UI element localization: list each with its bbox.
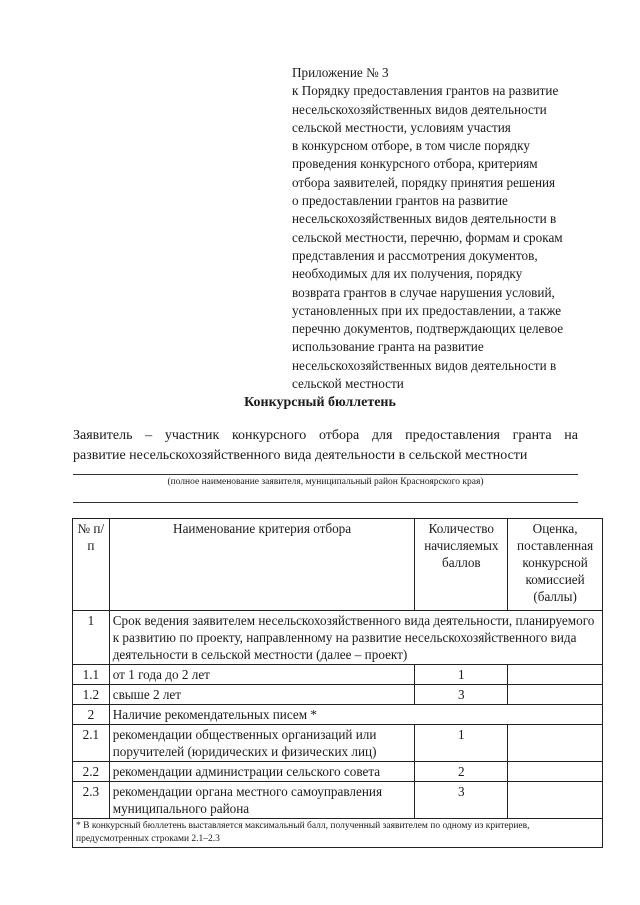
table-footnote: * В конкурсный бюллетень выставляется максимальный балл, полученный заявителем по одному из критериев, предусмотренных строками 2.1–2.3 bbox=[73, 819, 603, 848]
row-points: 1 bbox=[415, 725, 508, 762]
appendix-line: к Порядку предоставления грантов на развитие bbox=[292, 83, 559, 99]
appendix-line: несельскохозяйственных видов деятельности bbox=[292, 101, 547, 117]
table-row bbox=[73, 782, 603, 819]
table-header-row bbox=[73, 519, 603, 611]
row-num: 2 bbox=[73, 705, 110, 725]
row-criterion: рекомендации общественных организаций или поручителей (юридических и физических лиц) bbox=[109, 725, 415, 762]
row-points: 2 bbox=[415, 762, 508, 782]
table-row bbox=[73, 665, 603, 685]
row-eval[interactable] bbox=[508, 725, 603, 762]
appendix-line: в конкурсном отборе, в том числе порядку bbox=[292, 138, 530, 154]
appendix-line: представления и рассмотрения документов, bbox=[292, 247, 538, 263]
row-num: 2.3 bbox=[73, 782, 110, 819]
applicant-extra-underline bbox=[73, 502, 578, 503]
appendix-line: возврата грантов в случае нарушения условий, bbox=[292, 284, 555, 300]
row-eval[interactable] bbox=[508, 782, 603, 819]
footnote-row bbox=[73, 819, 603, 848]
table-row bbox=[73, 611, 603, 665]
document-title: Конкурсный бюллетень bbox=[244, 395, 396, 410]
row-eval[interactable] bbox=[508, 685, 603, 705]
table-row bbox=[73, 725, 603, 762]
appendix-line: Приложение № 3 bbox=[292, 65, 389, 80]
appendix-line: несельскохозяйственных видов деятельности в bbox=[292, 357, 557, 373]
row-criterion: рекомендации администрации сельского совета bbox=[109, 762, 415, 782]
appendix-line: сельской местности bbox=[292, 376, 404, 392]
table-row bbox=[73, 762, 603, 782]
appendix-line: о предоставлении грантов на развитие bbox=[292, 193, 508, 209]
row-criterion: Наличие рекомендательных писем * bbox=[109, 705, 602, 725]
appendix-line: необходимых для их получения, порядку bbox=[292, 266, 523, 282]
row-eval[interactable] bbox=[508, 762, 603, 782]
col-header-points: Количество начисляемых баллов bbox=[415, 519, 508, 611]
row-points: 1 bbox=[415, 665, 508, 685]
col-header-name: Наименование критерия отбора bbox=[109, 519, 415, 611]
applicant-name-hint: (полное наименование заявителя, муниципальный район Красноярского края) bbox=[167, 477, 484, 487]
table-row bbox=[73, 705, 603, 725]
appendix-header bbox=[292, 64, 612, 393]
row-criterion: от 1 года до 2 лет bbox=[109, 665, 415, 685]
criteria-table bbox=[72, 518, 603, 848]
col-header-eval: Оценка, поставленная конкурсной комиссией (баллы) bbox=[508, 519, 603, 611]
row-criterion: рекомендации органа местного самоуправления муниципального района bbox=[109, 782, 415, 819]
appendix-line: сельской местности, условиям участия bbox=[292, 119, 511, 135]
appendix-line: сельской местности, перечню, формам и срокам bbox=[292, 229, 563, 245]
row-criterion: Срок ведения заявителем несельскохозяйственного вида деятельности, планируемого к развитию по проекту, направленному на развитие несельскохозяйственного вида деятельности в сельской местности (далее – проект) bbox=[109, 611, 602, 665]
row-num: 1 bbox=[73, 611, 110, 665]
row-num: 2.2 bbox=[73, 762, 110, 782]
applicant-line-2: развитие несельскохозяйственного вида деятельности в сельской местности bbox=[73, 448, 528, 463]
row-points: 3 bbox=[415, 782, 508, 819]
applicant-statement bbox=[73, 426, 578, 466]
appendix-line: несельскохозяйственных видов деятельности в bbox=[292, 211, 557, 227]
row-num: 1.1 bbox=[73, 665, 110, 685]
applicant-line-1: Заявитель – участник конкурсного отбора для предоставления гранта на bbox=[73, 428, 578, 443]
appendix-line: перечню документов, подтверждающих целевое bbox=[292, 321, 564, 337]
row-num: 1.2 bbox=[73, 685, 110, 705]
appendix-line: отбора заявителей, порядку принятия решения bbox=[292, 174, 556, 190]
row-points: 3 bbox=[415, 685, 508, 705]
appendix-line: использование гранта на развитие bbox=[292, 339, 484, 355]
row-eval[interactable] bbox=[508, 665, 603, 685]
appendix-line: проведения конкурсного отбора, критериям bbox=[292, 156, 538, 172]
table-row bbox=[73, 685, 603, 705]
appendix-line: установленных при их предоставлении, а также bbox=[292, 302, 562, 318]
applicant-name-underline bbox=[73, 474, 578, 475]
row-criterion: свыше 2 лет bbox=[109, 685, 415, 705]
row-num: 2.1 bbox=[73, 725, 110, 762]
col-header-num: № п/п bbox=[73, 519, 110, 611]
